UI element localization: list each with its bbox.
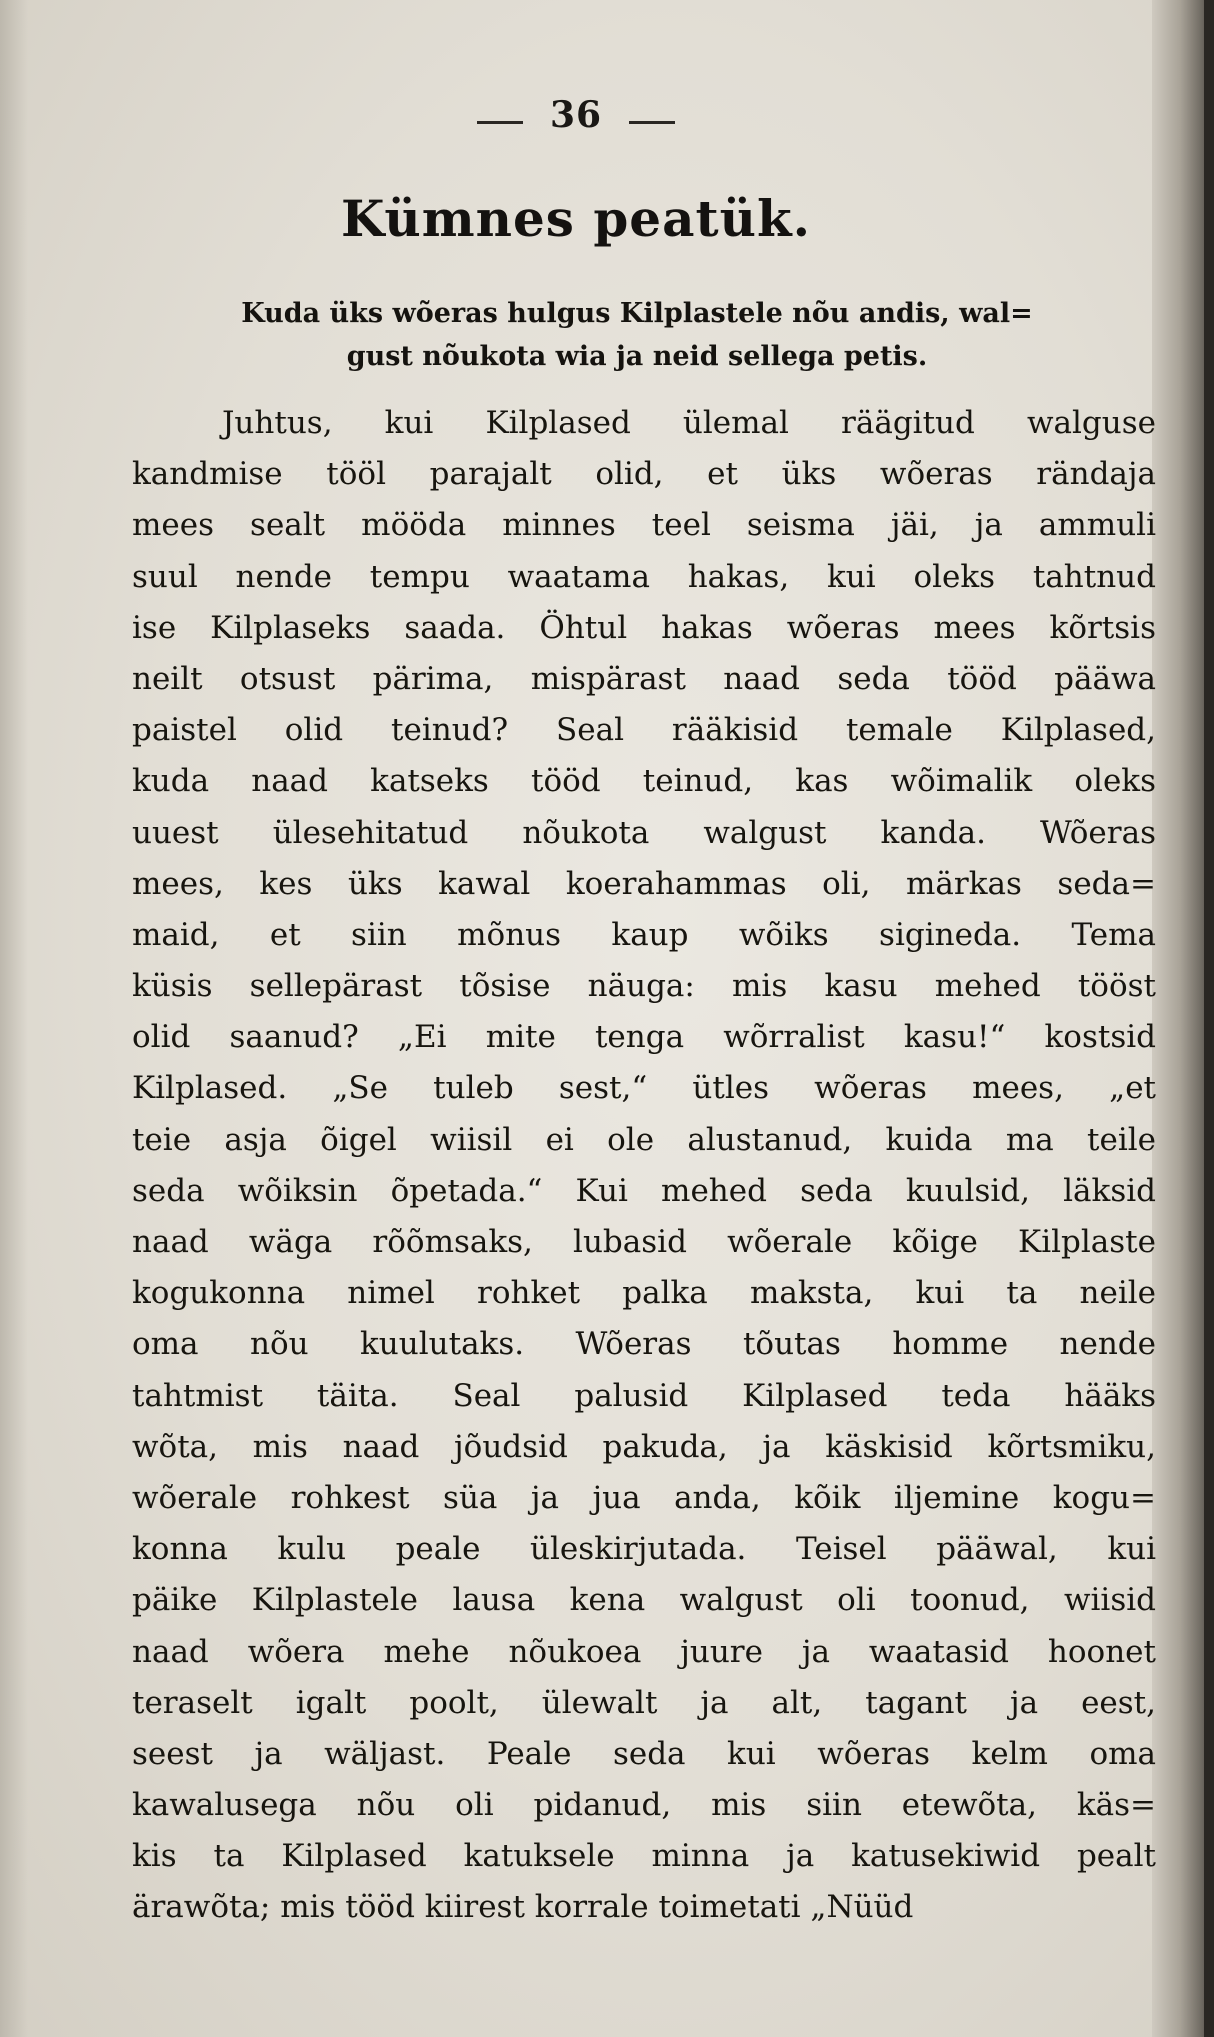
body-line: kuda naad katseks tööd teinud, kas wõimalik oleks — [132, 763, 1156, 800]
body-line: naad wõera mehe nõukoea juure ja waatasid hoonet — [132, 1633, 1156, 1670]
header-dash-left — [477, 121, 523, 124]
body-line: wõerale rohkest süa ja jua anda, kõik iljemine kogu= — [132, 1479, 1156, 1516]
body-line: suul nende tempu waatama hakas, kui oleks tahtnud — [132, 558, 1156, 595]
body-line: teraselt igalt poolt, ülewalt ja alt, tagant ja eest, — [132, 1684, 1156, 1721]
page-header — [0, 92, 1152, 138]
body-line: seda wõiksin õpetada.“ Kui mehed seda kuulsid, läksid — [132, 1172, 1156, 1209]
body-line: ärawõta; mis tööd kiirest korrale toimetati „Nüüd — [132, 1889, 914, 1926]
body-line: paistel olid teinud? Seal rääkisid temale Kilplased, — [132, 712, 1156, 749]
body-line: kis ta Kilplased katuksele minna ja katusekiwid pealt — [132, 1838, 1156, 1875]
chapter-subtitle — [132, 292, 1142, 378]
body-line: küsis sellepärast tõsise näuga: mis kasu mehed tööst — [132, 968, 1156, 1005]
chapter-body — [132, 398, 1156, 1934]
page-number: 36 — [549, 94, 603, 136]
body-line: Kilplased. „Se tuleb sest,“ ütles wõeras mees, „et — [132, 1070, 1156, 1107]
body-line: mees sealt mööda minnes teel seisma jäi, ja ammuli — [132, 507, 1156, 544]
body-line: olid saanud? „Ei mite tenga wõrralist kasu!“ kostsid — [132, 1019, 1156, 1056]
body-line: kawalusega nõu oli pidanud, mis siin etewõta, käs= — [132, 1787, 1156, 1824]
page-shadow — [0, 0, 28, 2037]
body-line: wõta, mis naad jõudsid pakuda, ja käskisid kõrtsmiku, — [132, 1428, 1156, 1465]
body-line: Juhtus, kui Kilplased ülemal räägitud walguse — [222, 405, 1156, 441]
body-line: uuest ülesehitatud nõukota walgust kanda. Wõeras — [132, 814, 1156, 851]
header-dash-right — [629, 121, 675, 124]
body-line: päike Kilplastele lausa kena walgust oli toonud, wiisid — [132, 1582, 1156, 1619]
body-line: mees, kes üks kawal koerahammas oli, märkas seda= — [132, 865, 1156, 902]
body-line: maid, et siin mõnus kaup wõiks sigineda. Tema — [132, 916, 1156, 953]
body-line: seest ja wäljast. Peale seda kui wõeras kelm oma — [132, 1735, 1156, 1772]
body-line: tahtmist täita. Seal palusid Kilplased teda hääks — [132, 1377, 1156, 1414]
body-line: kandmise tööl parajalt olid, et üks wõeras rändaja — [132, 456, 1156, 493]
chapter-title: Kümnes peatük. — [340, 189, 811, 248]
body-line: konna kulu peale üleskirjutada. Teisel pääwal, kui — [132, 1531, 1156, 1568]
subtitle-line: gust nõukota wia ja neid sellega petis. — [346, 341, 928, 372]
body-line: oma nõu kuulutaks. Wõeras tõutas homme nende — [132, 1326, 1156, 1363]
body-line: teie asja õigel wiisil ei ole alustanud, kuida ma teile — [132, 1121, 1156, 1158]
body-line: kogukonna nimel rohket palka maksta, kui ta neile — [132, 1275, 1156, 1312]
body-line: neilt otsust pärima, mispärast naad seda tööd pääwa — [132, 660, 1156, 697]
book-spine-edge — [1204, 0, 1214, 2037]
body-line: naad wäga rõõmsaks, lubasid wõerale kõige Kilplaste — [132, 1224, 1156, 1260]
subtitle-line: Kuda üks wõeras hulgus Kilplastele nõu andis, wal= — [241, 298, 1033, 329]
body-line: ise Kilplaseks saada. Öhtul hakas wõeras mees kõrtsis — [132, 609, 1156, 646]
